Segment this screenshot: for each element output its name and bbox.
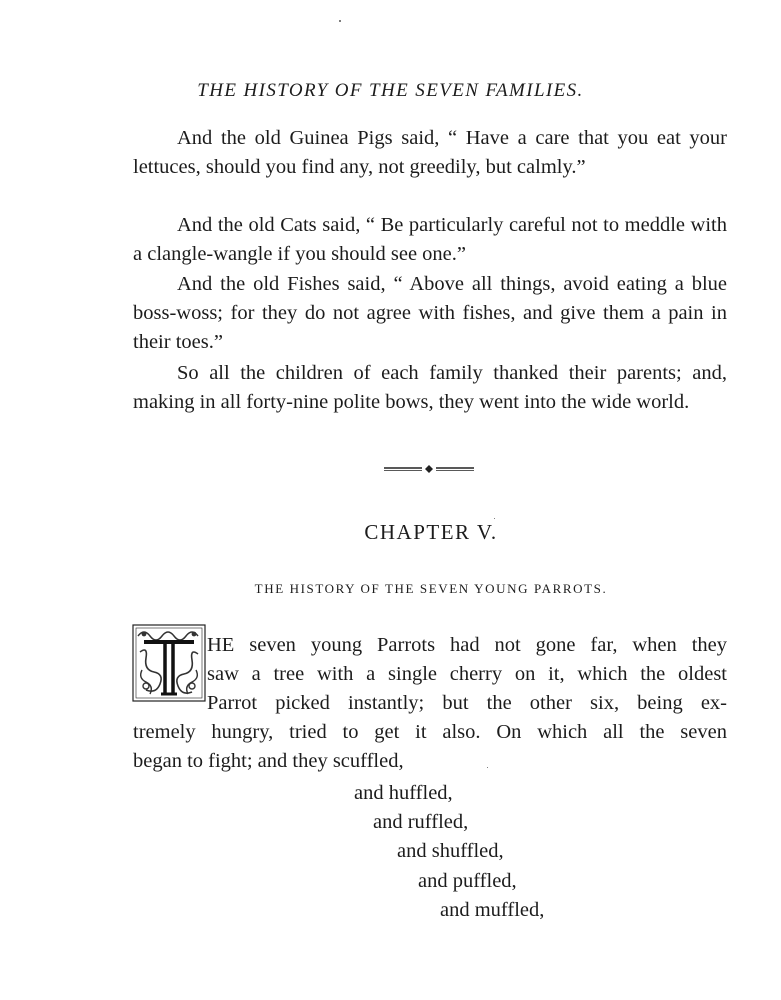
chapter-text-line: saw a tree with a single cherry on it, which the oldest bbox=[207, 663, 727, 685]
paragraph bbox=[133, 270, 727, 357]
chapter-title: CHAPTER V. bbox=[364, 520, 498, 544]
ink-speck bbox=[487, 767, 488, 768]
chapter-text-line: tremely hungry, tried to get it also. On which all the seven bbox=[133, 721, 727, 743]
verse-line: and puffled, bbox=[418, 870, 517, 892]
paragraph-text: And the old Guinea Pigs said, “ Have a care that you eat your lettuces, should you find any, not greedily, but calmly.” bbox=[133, 127, 727, 178]
chapter-subtitle: THE HISTORY OF THE SEVEN YOUNG PARROTS. bbox=[254, 581, 608, 596]
ink-speck bbox=[339, 20, 341, 22]
running-head: THE HISTORY OF THE SEVEN FAMILIES. bbox=[197, 80, 584, 101]
decorated-initial-letter bbox=[132, 624, 206, 702]
paragraph bbox=[133, 359, 727, 417]
verse-line: and huffled, bbox=[354, 782, 453, 804]
verse-line: and muffled, bbox=[440, 899, 545, 921]
chapter-text-line: HE seven young Parrots had not gone far, when they bbox=[207, 634, 727, 656]
paragraph-text: And the old Fishes said, “ Above all things, avoid eating a blue boss-woss; for they do not agree with fishes, and give them a pain in their toes.” bbox=[133, 273, 727, 353]
paragraph bbox=[133, 124, 727, 182]
paragraph-text: And the old Cats said, “ Be particularly careful not to meddle with a clangle-wangle if you should see one.” bbox=[133, 214, 727, 265]
paragraph bbox=[133, 211, 727, 269]
paragraph-text: So all the children of each family thanked their parents; and, making in all forty-nine polite bows, they went into the wide world. bbox=[133, 362, 727, 413]
verse-line: and ruffled, bbox=[373, 811, 469, 833]
verse-line: and shuffled, bbox=[397, 840, 504, 862]
section-divider-ornament bbox=[384, 462, 474, 476]
chapter-text-line: began to fight; and they scuffled, bbox=[133, 750, 404, 772]
ink-speck bbox=[494, 518, 495, 519]
chapter-text-line: Parrot picked instantly; but the other six, being ex- bbox=[207, 692, 727, 714]
